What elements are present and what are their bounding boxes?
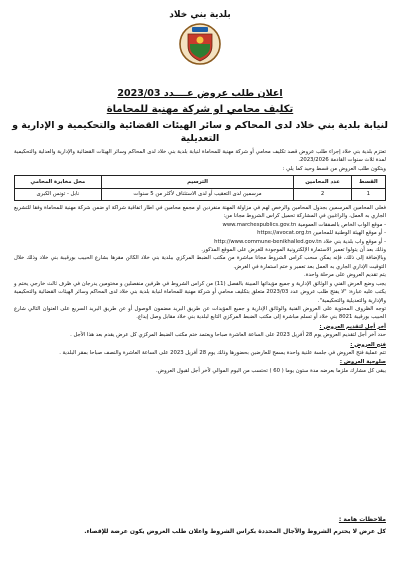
site3-label: - أو موقع واب بلدية بني خلاد xyxy=(323,238,386,245)
opening-text: تتم عملية فتح العروض في جلسة علنية واحدة يسمح للعارضين بحضورها وذلك يوم 28 أفريل 2023 على الساعة العاشرة والنصف صباحا بمقر البلدية . xyxy=(59,349,386,356)
notes-text: كل عرض لا يحترم الشروط والآجال المحددة بكراس الشروط واعلان طلب العروض يكون عرضة للإقصاء. xyxy=(84,528,386,535)
lawyers-count: 2 xyxy=(294,188,351,200)
announcement-purpose: لنيابة بلدية بني خلاد لدى المحاكم و سائر الهيئات القضائية والتحكيمية و الإدارية و التعديلية xyxy=(12,120,388,144)
notes-heading: ملاحظات هامة : xyxy=(338,516,386,523)
site2-link[interactable]: https://avocat.org.tn xyxy=(257,230,312,237)
lot-number: 1 xyxy=(351,188,385,200)
lot-line: ويتكون طلب العروض من قسط وحيد كما يلي : xyxy=(282,165,386,172)
lots-header-domicile: محل مخابرة المحامي xyxy=(15,176,102,188)
deliver-paragraph: توجه الظروف المحتوية على العروض الفنية والوثائق الإدارية و جميع المؤيدات عن طريق البريد مضمون الوصول أو عن طريق البريد السريع على العنوان التالي شارع الحبيب بورقيبة 8021 بني خلاد أو تسلم مباشرة إلى مكتب الضبط المركزي التابع لبلدية بني خلاد مقابل وصل إيداع. xyxy=(14,305,386,321)
eligibility-paragraph: فعلى المحامين المرسمين بجدول المحامين والرخص لهم في مزاولة المهنة منفردين او مجمع محامين في اطار اتفاقية شراكة او ضمن شركة مهنية للمحاماة وفقا للتشريع الجاري به العمل، والراغبين في المشاركة تحميل كراس الشروط مجانا من: xyxy=(14,205,386,220)
deadline-heading: آخر أجل لتقديم العروض : xyxy=(319,323,386,330)
validity-heading: صلوحية العروض : xyxy=(339,359,386,366)
announcement-title: اعلان طلب عروض عــــدد 2023/03 xyxy=(117,88,283,99)
lots-table-header-row xyxy=(15,176,386,188)
lots-header-lot: القسط xyxy=(351,176,385,188)
table-row xyxy=(15,188,386,200)
site1-link[interactable]: www.marchespublics.gov.tn xyxy=(222,221,297,228)
announcement-body xyxy=(14,148,386,375)
lots-header-registration: الترسيم xyxy=(101,176,294,188)
lots-header-lawyers: عدد المحامين xyxy=(294,176,351,188)
intro-paragraph: تعتزم بلدية بني خلاد إجراء طلب عروض قصد تكليف محامي أو شركة مهنية للمحاماة لنيابة بلدية بني خلاد لدى المحاكم وسائر الهيئات القضائية والإدارية والعدلية والتحكيمية لمدة ثلاث سنوات القادمة 2023/2026. xyxy=(14,149,386,164)
site3-line xyxy=(14,238,386,246)
send-paragraph: يجب وضع العرض الفني و الوثائق الإدارية و جميع مؤيداتها المبينة بالفصل (11) من كراس الشروط في ظرفين منفصلين و مختومين يدرجان في ظرف ثالث خارجي يختم و يكتب عليه عبارة: "لا يفتح طلب عروض عدد 2023/03 متعلق بتكليف محامي أو شركة مهنية للمحاماة لنيابة بلدية بني خلاد لدى المحاكم وسائر الهيئات القضائية والتحكيمية والإدارية والتعديلية والتحكيمية". xyxy=(14,280,386,304)
site2-line xyxy=(14,229,386,237)
announcement-subject: تكليف محامي او شركة مهنية للمحاماة xyxy=(106,104,294,115)
alternative-paragraph: وبالإضافة إلى ذلك، فإنه يمكن سحب كراس الشروط مجانا مباشرة من مكتب الضبط المركزي ببلدية بني خلاد الكائن مقرها بشارع الحبيب بورقيبة بني خلاد وذلك خلال التوقيت الإداري الجاري به العمل بعد تعمير و ختم استمارة في الغرض. xyxy=(14,255,386,270)
lawyer-domicile: نابل - تونس الكبرى xyxy=(15,188,102,200)
opening-heading: فتح العروض : xyxy=(350,341,386,348)
registration-requirement: مرسمين لدى التعقيب أو لدى الاستئناف لأكثر من 5 سنوات xyxy=(101,188,294,200)
validity-text: يبقى كل مشارك ملزما بعرضه مدة ستون يوما ( 60 ) تحتسب من اليوم الموالي لآخر أجل لقبول العروض. xyxy=(155,367,386,374)
municipality-seal-icon xyxy=(178,22,222,66)
municipality-name: بلدية بني خلاد xyxy=(169,10,231,20)
site1-line xyxy=(14,221,386,229)
site3-link[interactable]: http://www.commune-benikhalled.gov.tn xyxy=(214,238,322,245)
no-charge-paragraph: وذلك بعد أن يتولوا تعمير الاستمارة الإلكترونية الموجودة للغرض على الموقع المذكور. xyxy=(201,247,386,254)
deadline-text: حدد آخر أجل لتقديم العروض يوم 28 أفريل 2023 على الساعة العاشرة صباحا ويعتمد ختم مكتب الضبط المركزي كل عرض يقدم بعد هذا الأجل . xyxy=(70,332,386,339)
single-stage-note: يتم تقديم العروض على مرحلة واحدة. xyxy=(304,272,386,279)
site1-label: - موقع الواب الخاص بالصفقات العمومية xyxy=(297,221,386,228)
site2-label: - أو موقع الهيئة الوطنية للمحامين xyxy=(313,230,386,237)
lots-table xyxy=(14,175,386,201)
